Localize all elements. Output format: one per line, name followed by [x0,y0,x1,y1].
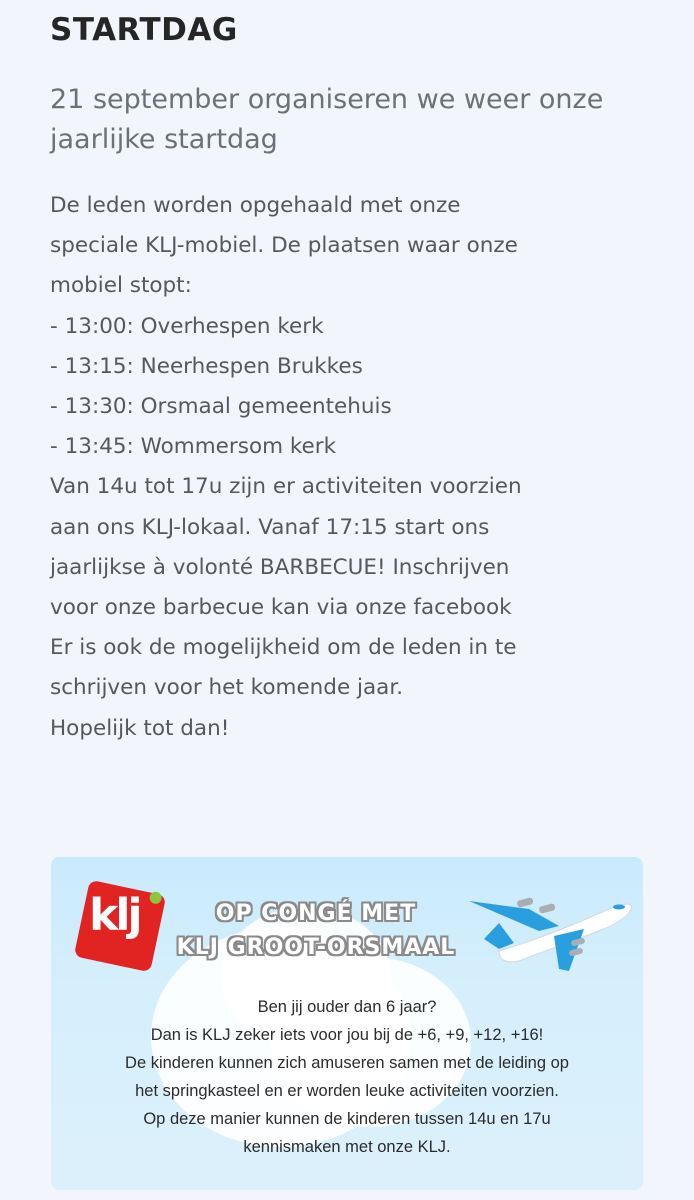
article-body [50,186,670,749]
promo-banner-image [51,857,643,1190]
body-line: Er is ook de mogelijkheid om de leden in te [50,635,517,661]
banner-text-line: De kinderen kunnen zich amuseren samen met de leiding op [125,1054,569,1072]
schedule-item: - 13:45: Wommersom kerk [50,434,337,460]
banner-title-line: KLJ GROOT-ORSMAAL [176,935,456,960]
schedule-item: - 13:15: Neerhespen Brukkes [50,353,363,379]
body-line: voor onze barbecue kan via onze facebook [50,595,512,621]
klj-logo [74,880,167,973]
body-line: schrijven voor het komende jaar. [50,675,404,701]
banner-title [161,897,471,965]
body-line: speciale KLJ-mobiel. De plaatsen waar onze [50,233,518,259]
page-title: STARTDAG [50,12,238,48]
banner-text-line: Op deze manier kunnen de kinderen tussen 14u en 17u [143,1110,551,1128]
airplane-icon [459,881,639,971]
banner-text-line: het springkasteel en er worden leuke activiteiten voorzien. [135,1082,559,1100]
banner-text-line: kennismaken met onze KLJ. [243,1138,451,1156]
banner-text-line: Ben jij ouder dan 6 jaar? [257,998,437,1016]
body-line: jaarlijkse à volonté BARBECUE! Inschrijven [50,554,510,580]
banner-text-line: Dan is KLJ zeker iets voor jou bij de +6, +9, +12, +16! [150,1026,544,1044]
body-line: De leden worden opgehaald met onze [50,193,461,218]
body-line: Van 14u tot 17u zijn er activiteiten voorzien [50,474,522,500]
schedule-item: - 13:30: Orsmaal gemeentehuis [50,394,392,420]
article-subtitle: 21 september organiseren we weer onze jaarlijke startdag [50,84,604,155]
banner-text [51,993,643,1161]
body-line: mobiel stopt: [50,273,192,299]
banner-title-line: OP CONGÉ MET [215,901,417,926]
body-line: aan ons KLJ-lokaal. Vanaf 17:15 start ons [50,514,490,540]
logo-text: klj [89,889,140,941]
schedule-item: - 13:00: Overhespen kerk [50,313,324,339]
body-line: Hopelijk tot dan! [50,715,230,741]
